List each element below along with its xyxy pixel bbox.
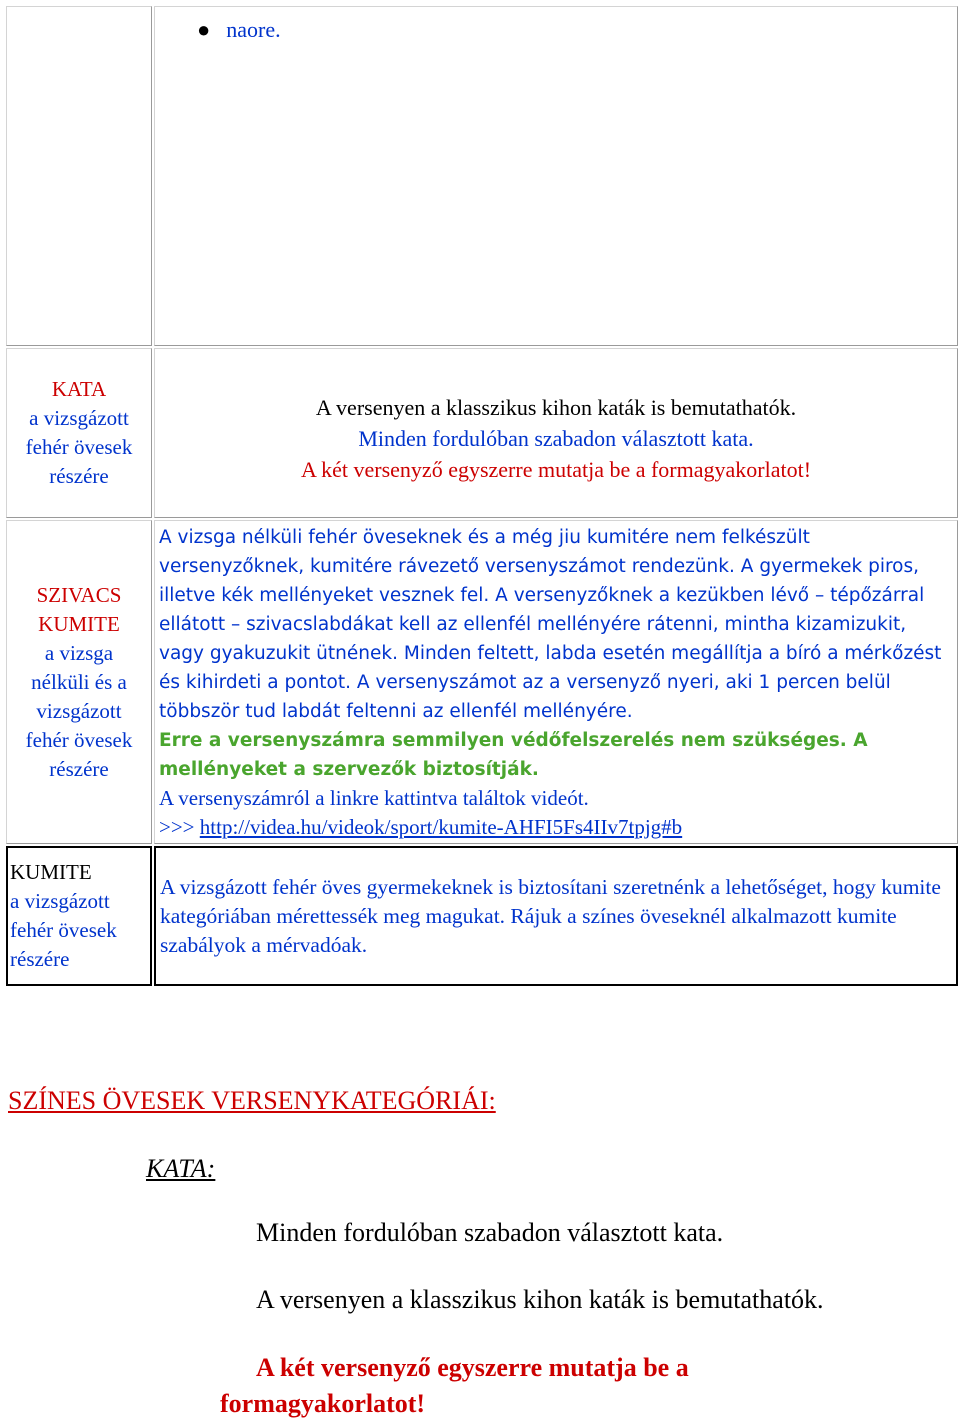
kumite-content-cell: [154, 846, 958, 986]
kata-line-2: Minden fordulóban szabadon választott kata.: [358, 425, 754, 451]
kata-label-line: részére: [49, 464, 109, 488]
top-bullet-text: naore.: [226, 17, 281, 42]
szivacs-label-cell: [6, 520, 152, 844]
top-content-cell: [154, 6, 958, 346]
video-link[interactable]: http://videa.hu/videok/sport/kumite-AHFI5Fs4IIv7tpjg#b: [199, 815, 683, 839]
kumite-label-line: részére: [10, 947, 70, 971]
kata-subheading: KATA:: [146, 1154, 216, 1183]
empty-label-cell: [6, 6, 152, 346]
paragraph-2: A versenyen a klasszikus kihon katák is bemutathatók.: [256, 1285, 824, 1314]
kata-label-cell: [6, 348, 152, 518]
kata-line-1: A versenyen a klasszikus kihon katák is bemutathatók.: [315, 394, 797, 420]
bullet-dot-icon: ●: [197, 17, 211, 42]
szivacs-text-2: A gyermekek piros, illetve kék mellényeket vesznek fel.: [159, 556, 920, 606]
kumite-label-cell: [6, 846, 152, 986]
szivacs-green-note: Erre a versenyszámra semmilyen védőfelszerelés nem szükséges. A mellényeket a szervezők biztosítják.: [159, 730, 868, 780]
szivacs-label-title: SZIVACS: [36, 582, 122, 607]
szivacs-label-line: vizsgázott: [36, 698, 122, 723]
kata-label-line: fehér övesek: [25, 435, 133, 459]
szivacs-text-3: A versenyzőknek a kezükben lévő – tépőzárral ellátott – szivacslabdákat kell az ellenfél mellényére rátenni, mintha kizamizukit, vagy gyakuzukit ütnének.: [159, 585, 925, 664]
szivacs-text-1: A vizsga nélküli fehér öveseknek és a még jiu kumitére nem felkészült versenyzőknek, kumitére rávezető versenyszámot rendezünk.: [159, 527, 810, 577]
video-intro: A versenyszámról a linkre kattintva találtok videót.: [159, 786, 589, 810]
kumite-text: A vizsgázott fehér öves gyermekeknek is biztosítani szeretnénk a lehetőséget, hogy kumite kategóriában mérettessék meg magukat. Rájuk a színes öveseknél alkalmazott kumite szabályok a mérvadóak.: [160, 874, 941, 957]
szivacs-label-line: a vizsga: [44, 640, 114, 665]
kumite-label-line: a vizsgázott: [10, 889, 110, 913]
szivacs-label-line: fehér övesek: [25, 727, 133, 752]
szivacs-text-4: Minden feltett, labda esetén megállítja a bíró a mérkőzést és kihirdeti a pontot.: [159, 643, 942, 693]
szivacs-content-cell: [154, 520, 958, 844]
kumite-label-title: KUMITE: [10, 860, 92, 884]
kumite-label-line: fehér övesek: [10, 918, 117, 942]
szivacs-label-line: részére: [49, 756, 109, 781]
szivacs-label-title-2: KUMITE: [38, 611, 120, 636]
paragraph-1: Minden fordulóban szabadon választott kata.: [256, 1218, 724, 1247]
kata-content-cell: [154, 348, 958, 518]
kata-label-line: a vizsgázott: [29, 406, 129, 430]
categories-table: [4, 4, 960, 988]
section-heading: SZÍNES ÖVESEK VERSENYKATEGÓRIÁI:: [8, 1086, 496, 1115]
paragraph-3: A két versenyző egyszerre mutatja be a formagyakorlatot!: [220, 1353, 689, 1418]
szivacs-label-line: nélküli és a: [31, 669, 127, 694]
kata-line-3: A két versenyző egyszerre mutatja be a formagyakorlatot!: [300, 456, 812, 482]
arrow-text: >>>: [159, 815, 195, 839]
kata-label-title: KATA: [51, 377, 107, 401]
szivacs-text-5: A versenyszámot az a versenyző nyeri, aki 1 percen belül többször tud labdát feltenni az ellenfél mellényére.: [159, 672, 891, 722]
